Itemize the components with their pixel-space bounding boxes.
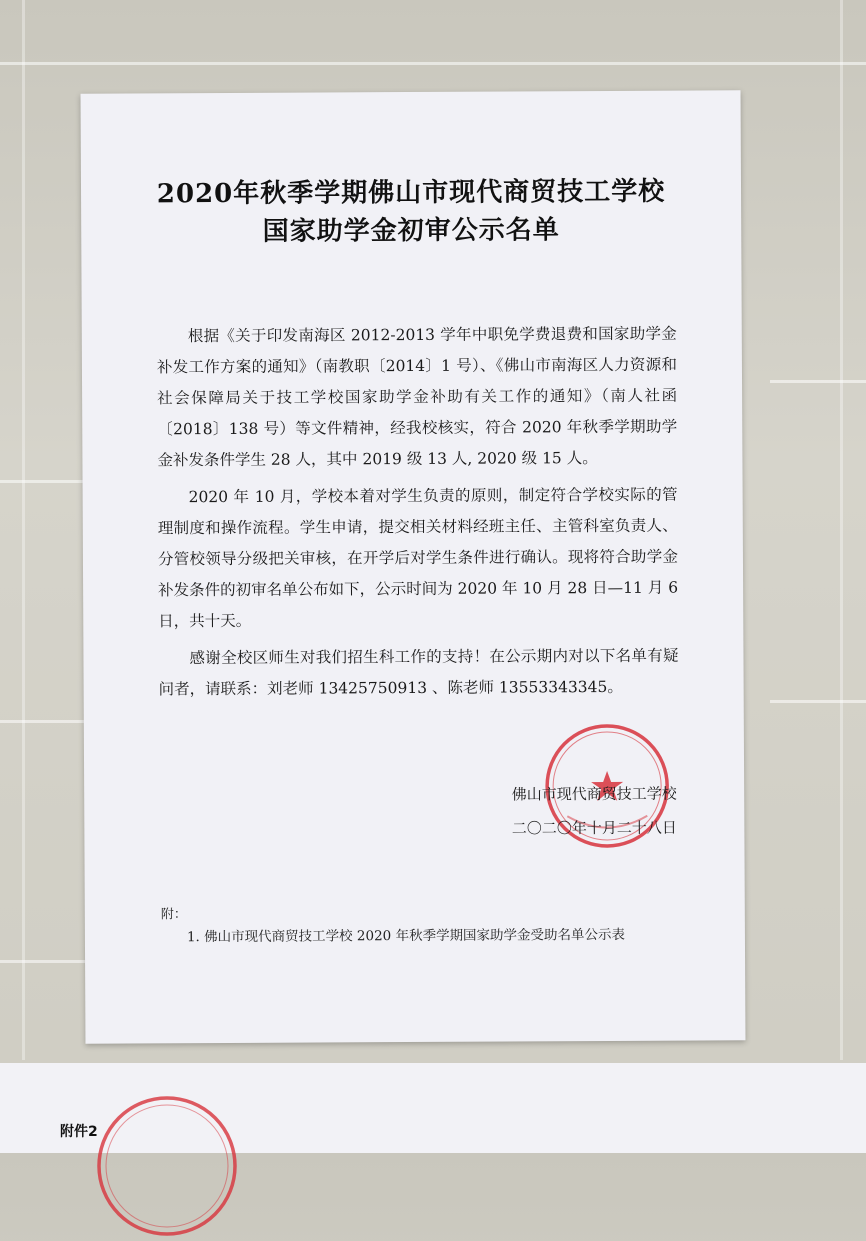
- attachment-label: 附：: [160, 907, 187, 923]
- notice-title-line2: 国家助学金初审公示名单: [262, 215, 560, 247]
- second-page-label: 附件2: [60, 1124, 98, 1140]
- wall-tile-line: [0, 960, 90, 963]
- wall-tile-line: [770, 700, 866, 703]
- notice-paragraph: 2020 年 10 月，学校本着对学生负责的原则，制定符合学校实际的管理制度和操作流程。学生申请，提交相关材料经班主任、主管科室负责人、分管校领导分级把关审核，在开学后对学生条件进行确认。现将符合助学金补发条件的初审名单公布如下，公示时间为 2020 年 10 月 28 日—11 月 6 日，共十天。: [157, 485, 679, 631]
- signature-org: 佛山市现代商贸技工学校: [511, 784, 677, 804]
- signature-date: 二〇二〇年十月二十八日: [511, 818, 677, 838]
- wall-tile-line: [0, 720, 90, 723]
- notice-title-line1: 2020年秋季学期佛山市现代商贸技工学校: [156, 176, 666, 210]
- school-seal-icon: [92, 1091, 242, 1241]
- notice-paragraph: 感谢全校区师生对我们招生科工作的支持！在公示期内对以下名单有疑问者，请联系：刘老师 13425750913 、陈老师 13553343345。: [158, 646, 679, 699]
- wall-tile-line: [770, 380, 866, 383]
- wall-tile-line: [22, 0, 25, 1060]
- wall-tile-line: [840, 0, 843, 1060]
- notice-paper: [81, 90, 746, 1043]
- wall-tile-line: [0, 480, 90, 483]
- notice-paragraph: 根据《关于印发南海区 2012-2013 学年中职免学费退费和国家助学金补发工作方案的通知》（南教职〔2014〕1 号）、《佛山市南海区人力资源和社会保障局关于技工学校国家助学金补助有关工作的通知》（南人社函〔2018〕138 号）等文件精神，经我校核实，符合 2020 年秋季学期助学金补发条件学生 28 人，其中 2019 级 13 人, 2020 级 15 人。: [156, 324, 678, 470]
- signature-block: [484, 776, 704, 845]
- notice-body: [157, 319, 679, 712]
- attachment-item: 1. 佛山市现代商贸技工学校 2020 年秋季学期国家助学金受助名单公示表: [186, 926, 626, 946]
- second-paper: [0, 1063, 866, 1153]
- wall-tile-line: [0, 62, 866, 65]
